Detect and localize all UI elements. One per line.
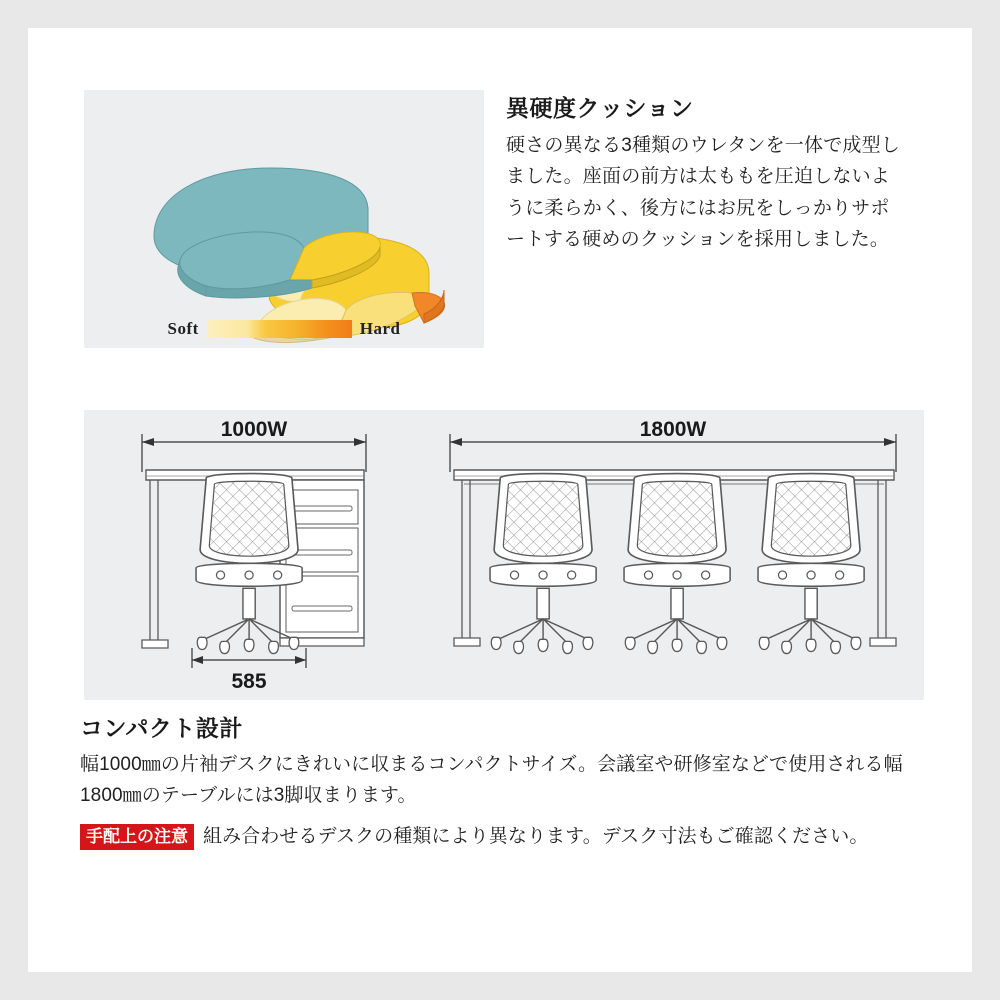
hard-label: Hard [359,319,401,338]
compact-section-body: 幅1000㎜の片袖デスクにきれいに収まるコンパクトサイズ。会議室や研修室などで使用される幅1800㎜のテーブルには3脚収まります。 [80,754,903,806]
soft-label: Soft [167,319,199,338]
left-width-label: 1000W [220,418,288,441]
note-badge: 手配上の注意 [80,824,194,850]
cushion-section-title: 異硬度クッション [506,95,694,121]
right-width-label: 1800W [639,418,707,441]
desk-chair-line-drawing [84,410,924,700]
cushion-figure [84,90,484,348]
cushion-illustration [84,90,484,348]
document-page [28,28,972,972]
hardness-scale [84,318,484,340]
right-table-group [450,418,896,654]
compact-section-title: コンパクト設計 [80,715,243,741]
compact-design-figure [84,410,924,700]
chair-width-label: 585 [231,670,267,693]
left-desk-group [142,418,366,693]
note-text: 組み合わせるデスクの種類により異なります。デスク寸法もご確認ください。 [203,826,869,847]
hardness-gradient-bar [207,320,352,338]
upper-cushion [154,168,380,298]
cushion-section-body: 硬さの異なる3種類のウレタンを一体で成型しました。座面の前方は太ももを圧迫しないように柔らかく、後方にはお尻をしっかりサポートする硬めのクッションを採用しました。 [506,135,901,251]
note-row [80,824,940,850]
